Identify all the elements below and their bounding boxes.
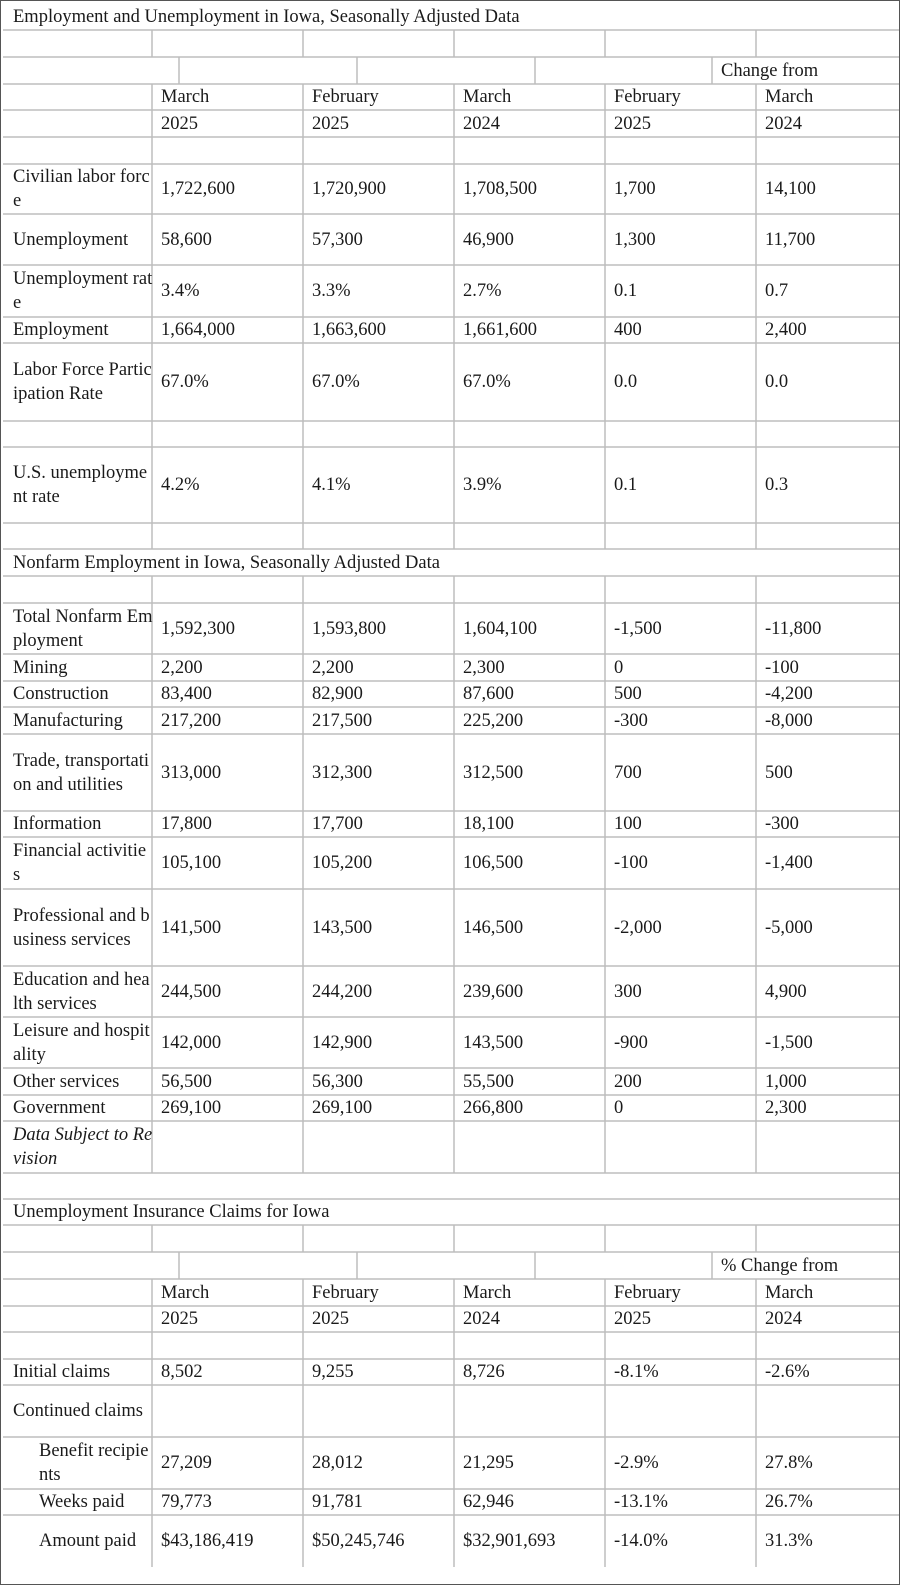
value-cell: 28,012 (312, 1453, 363, 1473)
value-cell: 1,708,500 (463, 179, 537, 199)
value-cell: 2,300 (765, 1098, 807, 1118)
row-label: Financial activities (13, 841, 147, 885)
value-cell: 2,300 (463, 657, 505, 678)
value-cell: 56,500 (161, 1071, 212, 1092)
value-cell: 3.3% (312, 281, 351, 301)
value-cell: 11,700 (765, 229, 816, 250)
value-cell: 4.1% (312, 475, 351, 495)
value-cell: 143,500 (463, 1032, 524, 1053)
column-header-month: March (463, 87, 512, 107)
value-cell: 142,000 (161, 1032, 222, 1053)
value-cell: 2.7% (463, 281, 502, 301)
row-label: U.S. unemployment rate (13, 463, 148, 507)
value-cell: 239,600 (463, 981, 524, 1002)
value-cell: 500 (765, 762, 793, 783)
value-cell: 700 (614, 762, 642, 783)
value-cell: 1,700 (614, 179, 656, 199)
value-cell: -100 (765, 657, 799, 678)
value-cell: 312,300 (312, 762, 373, 783)
value-cell: 217,500 (312, 710, 373, 731)
value-cell: 143,500 (312, 917, 373, 938)
value-cell: 17,800 (161, 814, 212, 834)
value-cell: 62,946 (463, 1492, 514, 1512)
value-cell: 1,300 (614, 229, 656, 250)
value-cell: 87,600 (463, 684, 514, 704)
change-from-label: % Change from (721, 1255, 839, 1276)
value-cell: $43,186,419 (161, 1531, 254, 1551)
value-cell: 3.4% (161, 281, 200, 301)
value-cell: -100 (614, 853, 648, 873)
value-cell: 1,663,600 (312, 320, 386, 340)
value-cell: 1,593,800 (312, 618, 386, 639)
value-cell: 105,200 (312, 853, 373, 873)
row-label: Construction (13, 684, 109, 704)
value-cell: $32,901,693 (463, 1531, 556, 1551)
value-cell: -2.6% (765, 1362, 810, 1382)
value-cell: 79,773 (161, 1492, 212, 1512)
value-cell: 269,100 (161, 1098, 222, 1118)
row-label: Amount paid (39, 1531, 137, 1551)
row-label: Unemployment (13, 229, 129, 250)
value-cell: 8,502 (161, 1362, 203, 1382)
value-cell: $50,245,746 (312, 1531, 405, 1551)
value-cell: 300 (614, 981, 642, 1002)
value-cell: -13.1% (614, 1492, 668, 1512)
column-header-month: February (614, 87, 681, 107)
value-cell: -1,500 (614, 618, 662, 639)
value-cell: 1,000 (765, 1071, 807, 1092)
value-cell: 4,900 (765, 981, 807, 1002)
value-cell: 56,300 (312, 1071, 363, 1092)
value-cell: 1,592,300 (161, 618, 235, 639)
value-cell: 106,500 (463, 853, 524, 873)
value-cell: 0.0 (765, 372, 789, 392)
column-header-month: March (161, 87, 210, 107)
value-cell: 0.7 (765, 281, 789, 301)
value-cell: -11,800 (765, 618, 822, 639)
value-cell: 26.7% (765, 1492, 813, 1512)
column-header-year: 2025 (614, 113, 651, 134)
column-header-year: 2025 (161, 1309, 198, 1329)
row-label: Employment (13, 320, 109, 340)
value-cell: 31.3% (765, 1531, 813, 1551)
row-label: Information (13, 814, 102, 834)
value-cell: 82,900 (312, 684, 363, 704)
value-cell: 58,600 (161, 229, 212, 250)
value-cell: 8,726 (463, 1362, 505, 1382)
column-header-month: February (312, 1282, 379, 1303)
column-header-year: 2024 (463, 113, 500, 134)
column-header-year: 2025 (161, 113, 198, 134)
column-header-month: March (463, 1282, 512, 1303)
row-label: Professional and business services (13, 905, 150, 950)
value-cell: 225,200 (463, 710, 524, 731)
value-cell: 67.0% (312, 372, 360, 392)
value-cell: 9,255 (312, 1362, 354, 1382)
value-cell: 2,200 (312, 657, 354, 678)
value-cell: 0.3 (765, 475, 789, 495)
row-label: Total Nonfarm Employment (13, 606, 153, 651)
row-label: Government (13, 1098, 106, 1118)
column-header-year: 2025 (614, 1309, 651, 1329)
value-cell: 83,400 (161, 684, 212, 704)
row-label: Mining (13, 657, 68, 678)
section-title: Nonfarm Employment in Iowa, Seasonally Adjusted Data (13, 552, 440, 573)
row-label: Benefit recipients (39, 1441, 149, 1485)
value-cell: 4.2% (161, 475, 200, 495)
column-header-year: 2024 (463, 1309, 500, 1329)
value-cell: 400 (614, 320, 642, 340)
value-cell: 1,722,600 (161, 179, 235, 199)
row-label: Initial claims (13, 1362, 111, 1382)
value-cell: 146,500 (463, 917, 524, 938)
value-cell: 142,900 (312, 1032, 373, 1053)
column-header-month: February (312, 87, 379, 107)
value-cell: -14.0% (614, 1531, 668, 1551)
column-header-month: March (161, 1282, 210, 1303)
column-header-month: February (614, 1282, 681, 1303)
value-cell: 0.0 (614, 372, 638, 392)
value-cell: 100 (614, 814, 642, 834)
change-from-label: Change from (721, 60, 819, 81)
value-cell: 1,661,600 (463, 320, 537, 340)
value-cell: 46,900 (463, 229, 514, 250)
value-cell: -2,000 (614, 917, 662, 938)
value-cell: 244,200 (312, 981, 373, 1002)
value-cell: 21,295 (463, 1453, 514, 1473)
column-header-year: 2024 (765, 113, 802, 134)
value-cell: 3.9% (463, 475, 502, 495)
value-cell: 269,100 (312, 1098, 373, 1118)
value-cell: 14,100 (765, 179, 816, 199)
row-label: Data Subject to Revision (13, 1125, 153, 1169)
value-cell: 1,664,000 (161, 320, 235, 340)
value-cell: 500 (614, 684, 642, 704)
value-cell: -900 (614, 1032, 648, 1053)
value-cell: 1,720,900 (312, 179, 386, 199)
value-cell: 67.0% (161, 372, 209, 392)
column-header-month: March (765, 87, 814, 107)
column-header-year: 2025 (312, 1309, 349, 1329)
value-cell: 27.8% (765, 1453, 813, 1473)
row-label: Education and health services (13, 969, 150, 1014)
row-label: Leisure and hospitality (13, 1020, 150, 1065)
section-title: Employment and Unemployment in Iowa, Seasonally Adjusted Data (13, 6, 520, 27)
value-cell: 266,800 (463, 1098, 524, 1118)
row-label: Continued claims (13, 1401, 143, 1421)
value-cell: 17,700 (312, 814, 363, 834)
value-cell: -300 (765, 814, 799, 834)
row-label: Manufacturing (13, 710, 123, 731)
row-label: Unemployment rate (13, 269, 153, 313)
section-title: Unemployment Insurance Claims for Iowa (13, 1202, 330, 1222)
value-cell: 0 (614, 1098, 624, 1118)
value-cell: -8,000 (765, 710, 813, 731)
value-cell: 313,000 (161, 762, 222, 783)
row-label: Weeks paid (39, 1492, 125, 1512)
value-cell: 244,500 (161, 981, 222, 1002)
value-cell: 312,500 (463, 762, 524, 783)
value-cell: 0 (614, 657, 624, 678)
column-header-month: March (765, 1282, 814, 1303)
value-cell: 2,200 (161, 657, 203, 678)
value-cell: 217,200 (161, 710, 222, 731)
value-cell: 200 (614, 1071, 642, 1092)
row-label: Trade, transportation and utilities (13, 750, 149, 795)
column-header-year: 2024 (765, 1309, 802, 1329)
value-cell: 105,100 (161, 853, 222, 873)
value-cell: 91,781 (312, 1492, 363, 1512)
row-label: Labor Force Participation Rate (13, 360, 152, 404)
column-header-year: 2025 (312, 113, 349, 134)
value-cell: 55,500 (463, 1071, 514, 1092)
value-cell: 0.1 (614, 281, 638, 301)
row-label: Other services (13, 1071, 120, 1092)
value-cell: 141,500 (161, 917, 222, 938)
value-cell: 0.1 (614, 475, 638, 495)
value-cell: 57,300 (312, 229, 363, 250)
value-cell: 1,604,100 (463, 618, 537, 639)
value-cell: -1,400 (765, 853, 813, 873)
value-cell: -5,000 (765, 917, 813, 938)
row-label: Civilian labor force (13, 167, 150, 211)
value-cell: 2,400 (765, 320, 807, 340)
value-cell: -1,500 (765, 1032, 813, 1053)
value-cell: -8.1% (614, 1362, 659, 1382)
value-cell: 27,209 (161, 1453, 212, 1473)
value-cell: -4,200 (765, 684, 813, 704)
value-cell: 67.0% (463, 372, 511, 392)
value-cell: 18,100 (463, 814, 514, 834)
value-cell: -300 (614, 710, 648, 731)
value-cell: -2.9% (614, 1453, 659, 1473)
